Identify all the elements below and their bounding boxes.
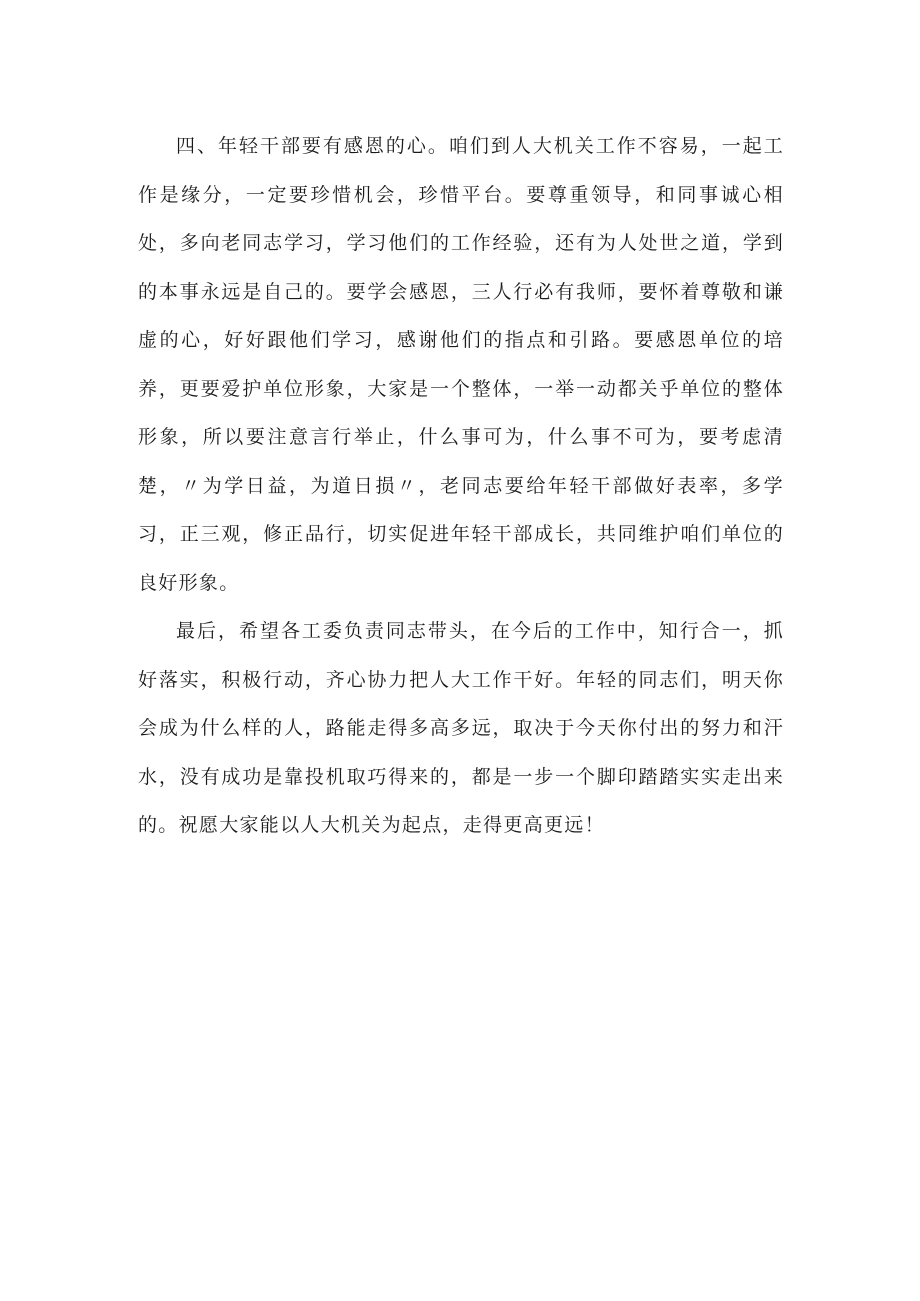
paragraph-grateful-heart: 四、年轻干部要有感恩的心。咱们到人大机关工作不容易，一起工作是缘分，一定要珍惜机会，珍惜平台。要尊重领导，和同事诚心相处，多向老同志学习，学习他们的工作经验，还有为人处世之道，学到的本事永远是自己的。要学会感恩，三人行必有我师，要怀着尊敬和谦虚的心，好好跟他们学习，感谢他们的指点和引路。要感恩单位的培养，更要爱护单位形象，大家是一个整体，一举一动都关乎单位的整体形象，所以要注意言行举止，什么事可为，什么事不可为，要考虑清楚，〃为学日益，为道日损〃，老同志要给年轻干部做好表率，多学习，正三观，修正品行，切实促进年轻干部成长，共同维护咱们单位的良好形象。 xyxy=(138,135,784,594)
paragraph-closing-remarks: 最后，希望各工委负责同志带头，在今后的工作中，知行合一，抓好落实，积极行动，齐心协力把人大工作干好。年轻的同志们，明天你会成为什么样的人，路能走得多高多远，取决于今天你付出的努力和汗水，没有成功是靠投机取巧得来的，都是一步一个脚印踏踏实实走出来的。祝愿大家能以人大机关为起点，走得更高更远！ xyxy=(138,620,784,836)
document-body xyxy=(138,122,784,850)
